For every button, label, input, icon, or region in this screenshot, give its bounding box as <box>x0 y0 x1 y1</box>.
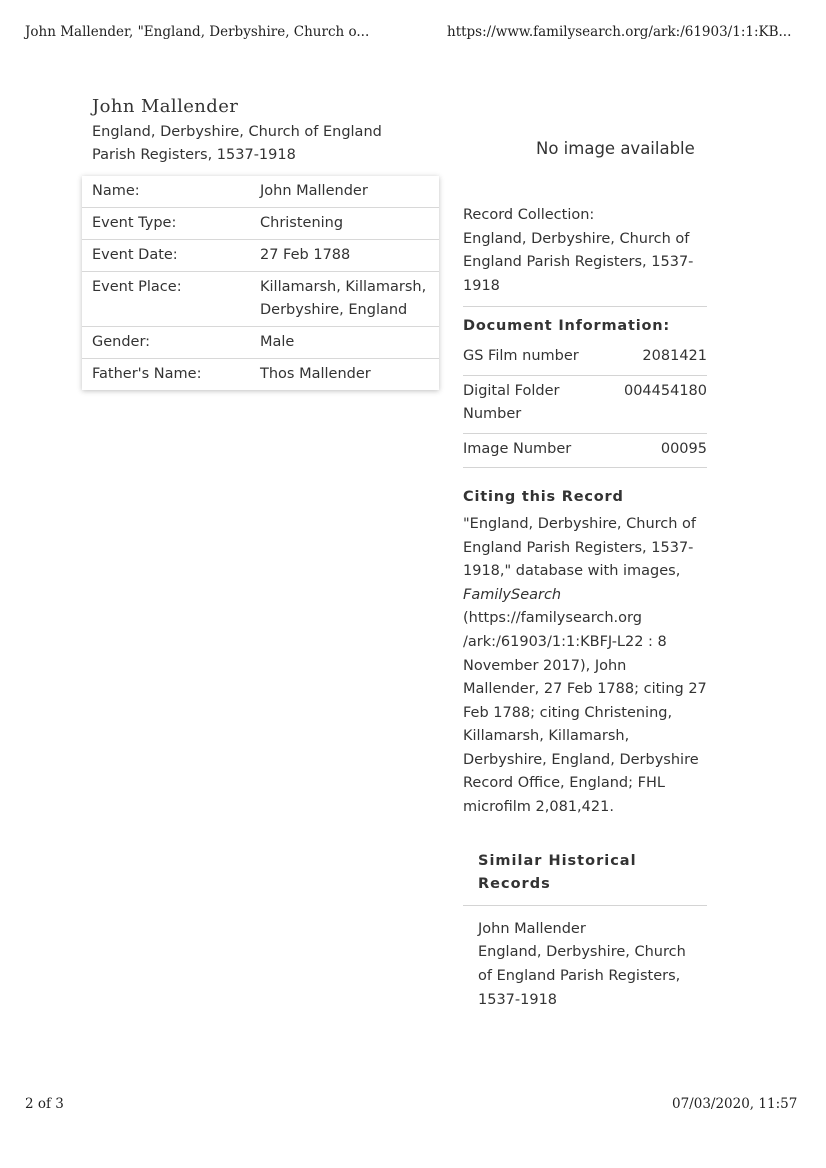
record-label: Event Type: <box>92 215 177 231</box>
no-image-placeholder: No image available <box>536 139 695 158</box>
record-value: Male <box>260 334 295 350</box>
print-header-url: https://www.familysearch.org/ark:/61903/1:1:KB... <box>447 24 792 40</box>
record-row-fathers-name <box>82 359 439 390</box>
record-row-gender <box>82 327 439 359</box>
citation-text-before: "England, Derbyshire, Church of England Parish Registers, 1537-1918," database with images, <box>463 515 697 580</box>
similar-record-name: John Mallender <box>478 920 586 937</box>
citation-text <box>463 513 707 820</box>
citation-heading: Citing this Record <box>463 489 624 506</box>
record-details-card <box>82 176 439 390</box>
record-value: Killamarsh, Killamarsh, Derbyshire, England <box>260 279 427 318</box>
similar-record-link[interactable] <box>478 918 688 1012</box>
record-collection-link[interactable]: England, Derbyshire, Church of England Parish Registers, 1537-1918 <box>463 230 694 294</box>
similar-record-collection: England, Derbyshire, Church of England Parish Registers, 1537-1918 <box>478 944 686 1008</box>
record-row-event-date <box>82 240 439 272</box>
record-row-name <box>82 176 439 208</box>
record-label: Event Date: <box>92 247 178 263</box>
doc-label: Digital Folder Number <box>463 382 560 423</box>
record-value: Christening <box>260 215 344 231</box>
doc-label: GS Film number <box>463 347 579 364</box>
doc-value: 00095 <box>660 440 707 457</box>
collection-title: England, Derbyshire, Church of England Parish Registers, 1537-1918 <box>92 124 382 163</box>
print-footer-datetime: 07/03/2020, 11:57 <box>672 1096 798 1112</box>
print-footer-page: 2 of 3 <box>25 1096 64 1112</box>
record-label: Gender: <box>92 334 151 350</box>
document-info-heading: Document Information: <box>463 318 670 335</box>
record-value: Thos Mallender <box>260 366 371 382</box>
divider <box>463 306 707 307</box>
record-sidebar <box>463 204 707 1012</box>
record-collection-label: Record Collection: <box>463 207 595 223</box>
doc-value: 2081421 <box>642 347 707 364</box>
record-label: Name: <box>92 183 140 199</box>
record-value: John Mallender <box>260 183 368 199</box>
similar-records-panel <box>478 850 707 1013</box>
doc-row-film-number <box>463 341 707 376</box>
record-label: Father's Name: <box>92 366 202 382</box>
doc-value: 004454180 <box>623 382 707 399</box>
record-value: 27 Feb 1788 <box>260 247 351 263</box>
record-row-event-type <box>82 208 439 240</box>
record-row-event-place <box>82 272 439 327</box>
divider <box>463 905 707 906</box>
citation-text-after: (https://familysearch.org /ark:/61903/1:1:KBFJ-L22 : 8 November 2017), John Mallender, 27 Feb 1788; citing 27 Feb 1788; citing Christening, Killamarsh, Killamarsh, Derbyshire, England, Derbyshire Record Office, England; FHL microfilm 2,081,421. <box>463 610 707 816</box>
record-label: Event Place: <box>92 279 182 295</box>
doc-row-folder-number <box>463 376 707 434</box>
print-header-title: John Mallender, "England, Derbyshire, Church o... <box>25 24 370 40</box>
doc-label: Image Number <box>463 440 572 457</box>
citation-source-italic: FamilySearch <box>463 586 562 603</box>
similar-records-heading: Similar Historical Records <box>478 852 637 893</box>
person-name: John Mallender <box>92 96 239 117</box>
doc-row-image-number <box>463 434 707 469</box>
